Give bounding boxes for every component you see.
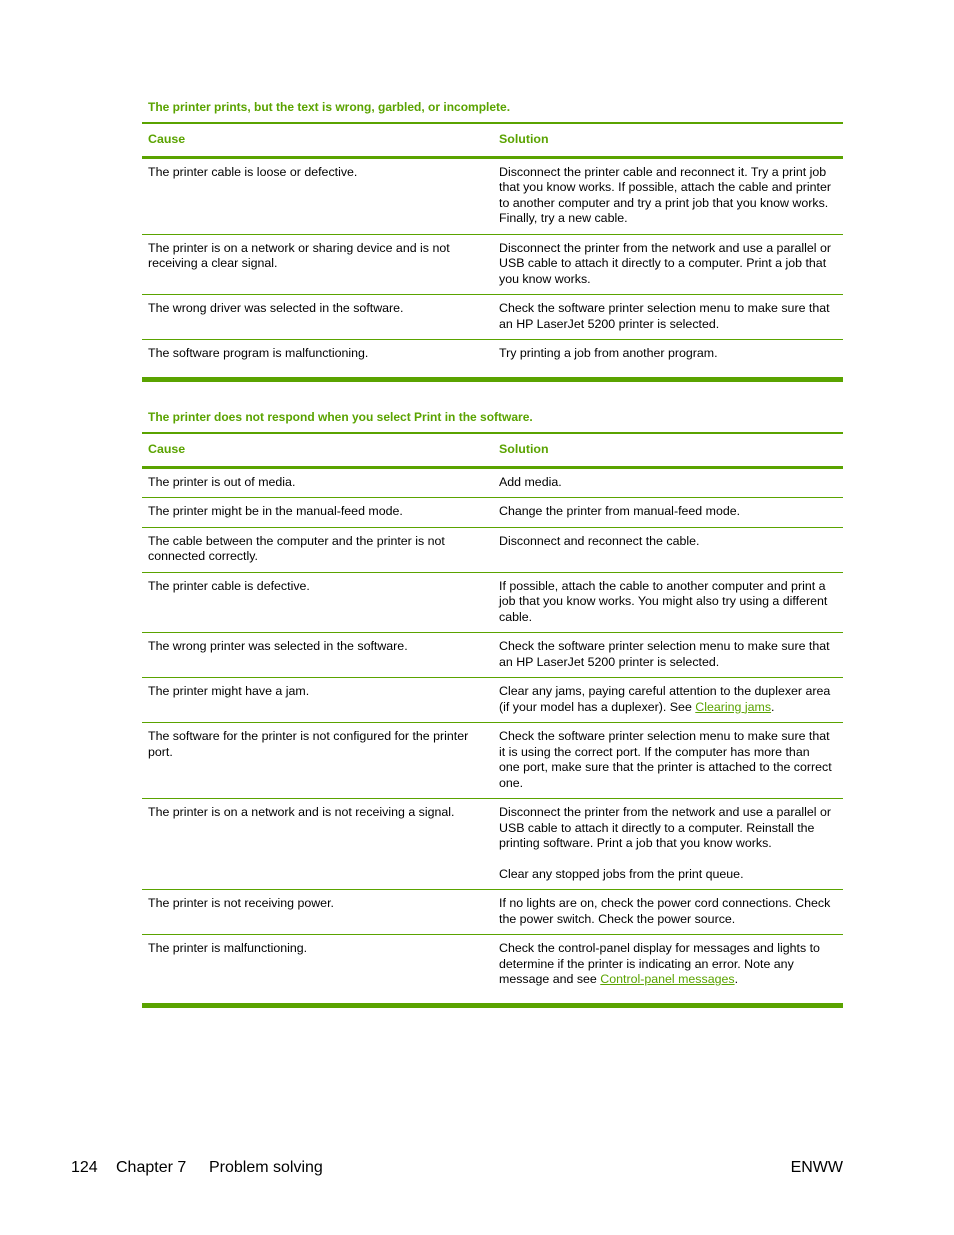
page-number: 124	[71, 1159, 98, 1176]
solution-cell: Check the software printer selection menu to make sure that an HP LaserJet 5200 printer is selected.	[499, 639, 830, 669]
cause-cell: The wrong driver was selected in the software.	[148, 301, 404, 315]
table-row	[142, 633, 843, 678]
table-row	[142, 295, 843, 340]
solution-cell	[493, 799, 843, 890]
solution-cell	[493, 935, 843, 1006]
solution-cell: Check the software printer selection menu to make sure that an HP LaserJet 5200 printer is selected.	[499, 301, 830, 331]
cause-cell: The printer might be in the manual-feed mode.	[148, 504, 403, 518]
cause-cell: The cable between the computer and the printer is not connected correctly.	[148, 533, 445, 563]
chapter-label: Chapter 7	[116, 1159, 187, 1176]
solution-text-2: Clear any stopped jobs from the print queue.	[499, 866, 744, 881]
cause-cell: The printer is on a network or sharing device and is not receiving a clear signal.	[148, 240, 450, 270]
cause-cell: The printer is on a network and is not receiving a signal.	[148, 805, 455, 819]
cause-cell: The wrong printer was selected in the software.	[148, 639, 408, 653]
cause-cell: The printer might have a jam.	[148, 684, 310, 698]
solution-cell: If possible, attach the cable to another computer and print a job that you know works. You might also try using a different cable.	[499, 578, 828, 624]
solution-cell: Disconnect the printer from the network and use a parallel or USB cable to attach it directly to a computer. Print a job that you know works.	[499, 240, 831, 286]
solution-text: Clear any jams, paying careful attention to the duplexer area (if your model has a duplexer). See	[499, 684, 831, 714]
table-row	[142, 572, 843, 633]
table-garbled-text	[142, 122, 843, 382]
table-no-response	[142, 432, 843, 1008]
solution-cell: Add media.	[499, 474, 562, 489]
cause-cell: The printer cable is defective.	[148, 578, 310, 593]
solution-cell: Change the printer from manual-feed mode.	[499, 504, 741, 518]
document-code: ENWW	[790, 1159, 843, 1176]
paragraph-gap	[499, 852, 833, 867]
solution-text-end: .	[734, 972, 739, 986]
cause-cell: The printer is out of media.	[148, 474, 296, 489]
table-row	[142, 527, 843, 572]
cause-cell: The printer is not receiving power.	[148, 896, 334, 910]
cause-cell: The software program is malfunctioning.	[148, 346, 369, 360]
header-cause: Cause	[148, 132, 186, 146]
table-row	[142, 935, 843, 1006]
cause-cell: The printer cable is loose or defective.	[148, 164, 358, 179]
clearing-jams-link[interactable]: Clearing jams	[695, 699, 772, 714]
solution-text: Check the control-panel display for messages and lights to determine if the printer is indicating an error. Note any message and see	[499, 941, 820, 986]
cause-cell: The software for the printer is not configured for the printer port.	[148, 729, 469, 759]
chapter-title: Problem solving	[209, 1159, 323, 1176]
header-cause: Cause	[148, 442, 186, 456]
solution-cell: Try printing a job from another program.	[499, 346, 718, 360]
table-row	[142, 498, 843, 528]
header-solution: Solution	[499, 132, 549, 146]
table-row	[142, 467, 843, 498]
solution-cell: Check the software printer selection menu to make sure that it is using the correct port. If the computer has more than one port, make sure that the printer is attached to the correct one.	[499, 729, 832, 790]
solution-cell: Disconnect and reconnect the cable.	[499, 533, 700, 548]
solution-cell	[493, 678, 843, 723]
cause-solution-table	[142, 432, 843, 1008]
table-row	[142, 234, 843, 295]
section-title-no-response: The printer does not respond when you select Print in the software.	[148, 410, 533, 424]
control-panel-messages-link[interactable]: Control-panel messages	[600, 972, 735, 986]
solution-text: Disconnect the printer from the network and use a parallel or USB cable to attach it directly to a computer. Reinstall the printing software. Print a job that you know works.	[499, 805, 831, 850]
table-row	[142, 799, 843, 890]
table-header-row	[142, 123, 843, 157]
table-row	[142, 157, 843, 234]
header-solution: Solution	[499, 442, 549, 456]
section-title-garbled-text: The printer prints, but the text is wrong, garbled, or incomplete.	[148, 100, 511, 114]
cause-cell: The printer is malfunctioning.	[148, 941, 308, 955]
table-row	[142, 678, 843, 723]
table-row	[142, 340, 843, 380]
solution-cell: Disconnect the printer cable and reconnect it. Try a print job that you know works. If possible, attach the cable and printer to another computer and try a print job that you know works. Finally, try a new cable.	[499, 164, 831, 225]
table-header-row	[142, 433, 843, 467]
solution-cell: If no lights are on, check the power cord connections. Check the power switch. Check the power source.	[499, 896, 831, 926]
solution-text-end: .	[771, 699, 775, 714]
table-row	[142, 723, 843, 799]
table-row	[142, 890, 843, 935]
cause-solution-table	[142, 122, 843, 382]
